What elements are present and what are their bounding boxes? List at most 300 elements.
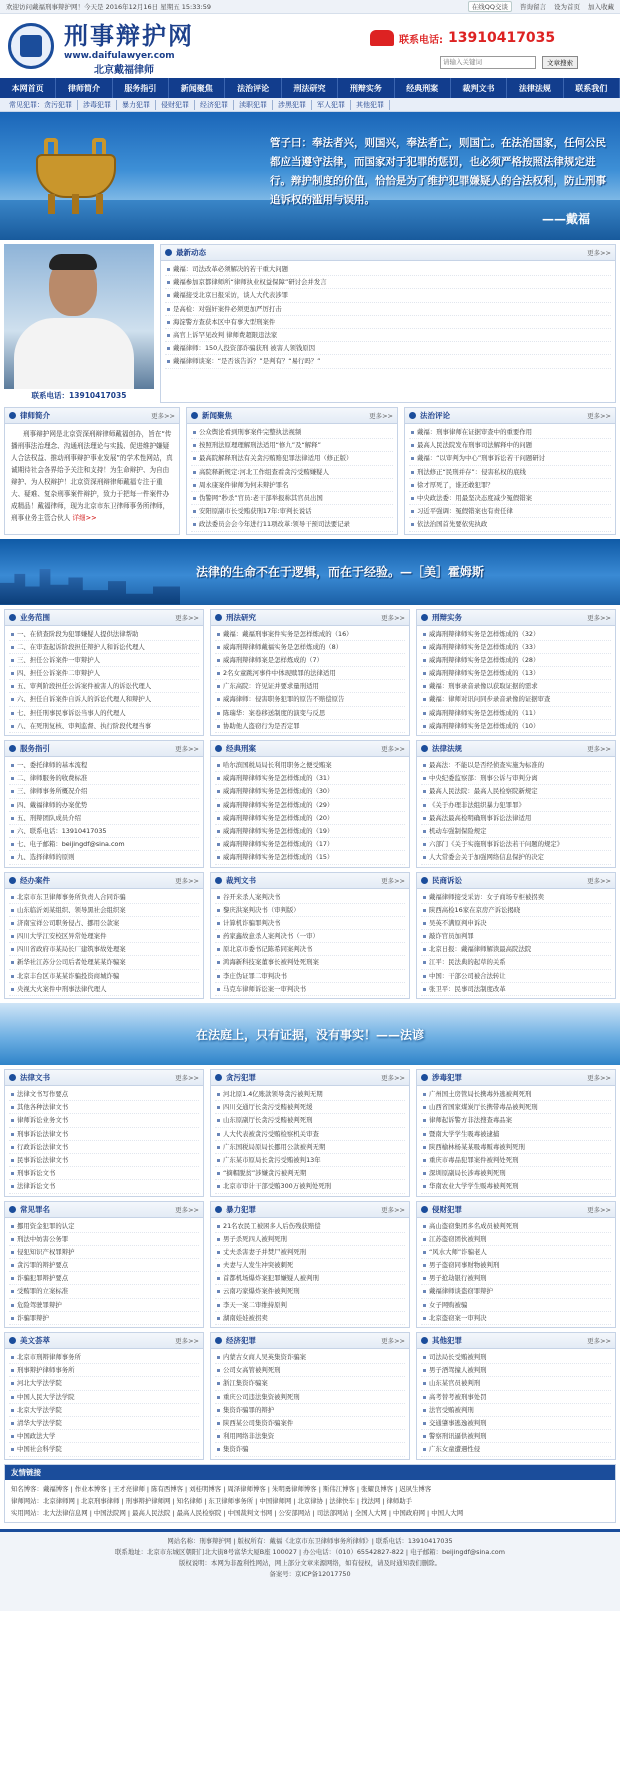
list-item[interactable]: 行政诉讼法律文书 [9, 1141, 199, 1154]
drugs-box [416, 1069, 616, 1197]
list-item[interactable]: 原北京市委书记陈希同案判决书 [215, 943, 405, 956]
more-link[interactable]: 更多>> [381, 745, 405, 753]
list-item[interactable]: 计算机诈骗罪判决书 [215, 917, 405, 930]
list-item[interactable]: 男子酒驾撞人被判刑 [421, 1364, 611, 1377]
article-list [5, 757, 203, 867]
list-item[interactable]: 药家鑫故意杀人案判决书（一审） [215, 930, 405, 943]
guide-box [4, 740, 204, 868]
box-title: 民商诉讼 [432, 875, 462, 885]
bullet-icon [409, 412, 416, 419]
list-item[interactable]: 刑事诉讼法律文书 [9, 1128, 199, 1141]
list-item[interactable]: 三、担任公诉案件一审辩护人 [9, 654, 199, 667]
list-item[interactable]: 伪警网“秒杀”官员:老干部举报称其官员出国 [191, 492, 393, 505]
list-item[interactable]: 湖南娃娃被拐卖 [215, 1312, 405, 1325]
more-link[interactable]: 更多>> [587, 613, 611, 622]
list-item[interactable]: 司法局长受贿被判刑 [421, 1351, 611, 1364]
bullet-icon [165, 249, 172, 256]
list-item[interactable]: 侵犯知识产权罪辩护 [9, 1246, 199, 1259]
more-link[interactable]: 更多>> [381, 1337, 405, 1345]
list-item[interactable]: 威海刑辩律师实务是怎样炼成的（31） [215, 772, 405, 785]
box-title: 侵财犯罪 [432, 1204, 462, 1214]
list-item[interactable]: 警察刑讯逼供被判刑 [421, 1430, 611, 1443]
list-item[interactable]: 人大代表被贪污受贿检察机关审查 [215, 1128, 405, 1141]
more-link[interactable]: 更多>> [175, 1074, 199, 1082]
list-item[interactable]: 戴福律师谈案：“是否该告诉？”是判有？“易行吗？” [165, 355, 611, 368]
list-item[interactable]: 四、担任公诉案件二审辩护人 [9, 667, 199, 680]
list-item[interactable]: 公众舆论看到刑事案件完整执法视频 [191, 426, 393, 439]
article-list [211, 626, 409, 736]
intro-detail-link[interactable]: 详细>> [72, 514, 97, 522]
list-item[interactable]: 五、审判阶段担任公诉案件被害人的诉讼代理人 [9, 680, 199, 693]
list-item[interactable]: 山东某官员被判刑 [421, 1377, 611, 1390]
list-item[interactable]: 最高法：不能以是否经侦查实施为标准的 [421, 759, 611, 772]
list-item[interactable]: 戴福律师接受采访：女子商场专柜被拐卖 [421, 891, 611, 904]
box-title: 法律法规 [432, 744, 462, 753]
list-item[interactable]: 吴英不满原判申诉决 [421, 917, 611, 930]
nav-commentary[interactable]: 法治评论 [225, 78, 281, 98]
list-item[interactable]: 北京大学法学院 [9, 1404, 199, 1417]
add-favorite-link[interactable]: 加入收藏 [588, 3, 614, 11]
list-item[interactable]: 山东原副厅长贪污受贿被判死刑 [215, 1114, 405, 1127]
top-bar [0, 0, 620, 14]
nav-home[interactable]: 本网首页 [0, 78, 56, 98]
article-list [417, 1349, 615, 1459]
more-link[interactable]: 更多>> [369, 412, 393, 420]
bullet-icon [9, 614, 16, 621]
list-item[interactable]: 威海刑辩律师案是怎样炼成的（7） [215, 654, 405, 667]
list-item[interactable]: 三、律师事务所概况介绍 [9, 785, 199, 798]
list-item[interactable]: 河北大学法学院 [9, 1377, 199, 1390]
list-item[interactable]: 戴福律师：150人投资部诈骗获刑 被害人领钱原因 [165, 342, 611, 355]
list-item[interactable]: 中国社会科学院 [9, 1443, 199, 1456]
list-item[interactable]: 马克车律师诉讼案一审判决书 [215, 983, 405, 996]
subnav-item[interactable]: 涉黑犯罪 [273, 100, 312, 110]
list-item[interactable]: 七、担任刑事民事诉讼当事人的代理人 [9, 707, 199, 720]
list-item[interactable]: 广东某市原局长贪污受贿被判13年 [215, 1154, 405, 1167]
friend-links-title: 友情链接 [5, 1465, 615, 1480]
more-link[interactable]: 更多>> [587, 249, 611, 257]
list-item[interactable]: 威海刑辩律师实务是怎样炼成的（17） [215, 838, 405, 851]
list-item[interactable]: 戴福：律师对讯问同步录音录像的证据审查 [421, 693, 611, 706]
list-item[interactable]: 首都机场爆炸案犯罪嫌疑人被判刑 [215, 1272, 405, 1285]
list-item[interactable]: 四川交通厅长贪污受贿被判死缓 [215, 1101, 405, 1114]
subnav-item[interactable]: 渎职犯罪 [234, 100, 273, 110]
list-item[interactable]: 四、戴福律师的办案优势 [9, 799, 199, 812]
list-item[interactable]: 人大常委会关于加强网络信息保护的决定 [421, 851, 611, 864]
more-link[interactable]: 更多>> [587, 876, 611, 885]
footer-line: 备案号：京ICP备12017750 [269, 1569, 351, 1578]
nav-judgments[interactable]: 裁判文书 [451, 78, 507, 98]
consult-link[interactable]: 咨询留言 [520, 3, 546, 11]
box-title: 服务指引 [20, 744, 50, 753]
box-title: 刑法研究 [226, 612, 256, 622]
nav-regulations[interactable]: 法律法规 [507, 78, 563, 98]
site-url: www.daifulawyer.com [64, 51, 175, 61]
violence-box [210, 1201, 410, 1329]
list-item[interactable]: 陈瑞华：案卷移送制度的演变与反思 [215, 707, 405, 720]
civil-box [416, 872, 616, 1000]
list-item[interactable]: 挪用资金犯罪的认定 [9, 1220, 199, 1233]
intro-text: 刑事辩护网是北京资深刑辩律师戴福创办，旨在“传播刑事法治理念、沟通刑法理论与实践、促进维护嫌疑人合法权益、推动刑事辩护事业发展”的学术性网站，真诚期待社会各界给予关注和支持！为生命辩护、为自由辩护、为人权辩护！北京资深刑辩律师戴福专注于重大、疑难、复杂刑事案件辩护，致力于把每一件案件办成精品！戴福律师，现为北京市东卫律师事务所律师，刑事业务主管合伙人 [11, 430, 173, 522]
footer-line: 联系地址：北京市东城区朝阳门北大街8号富华大厦B座 100027 | 办公电话：（010）65542827-822 | 电子邮箱：beijingdf@sina.com [115, 1547, 505, 1556]
bullet-icon [421, 1206, 428, 1213]
box-title: 法律文书 [20, 1073, 50, 1082]
list-item[interactable]: 法律诉讼文书 [9, 1180, 199, 1193]
regulations-box [416, 740, 616, 868]
nav-contact[interactable]: 联系我们 [564, 78, 620, 98]
list-item[interactable]: 依法治国首先要依宪执政 [409, 518, 611, 531]
bullet-icon [215, 745, 222, 752]
site-name: 刑事辩护网 [64, 21, 194, 50]
article-list [211, 1086, 409, 1196]
list-item[interactable]: 戴福：戴福刑事案件实务是怎样炼成的（16） [215, 628, 405, 641]
list-item[interactable]: 威海刑辩律师实务是怎样炼成的（20） [215, 812, 405, 825]
list-item[interactable]: 公司女高管被判死刑 [215, 1364, 405, 1377]
crimes-box [4, 1201, 204, 1329]
list-item[interactable]: 丈夫杀害妻子并焚尸被判死刑 [215, 1246, 405, 1259]
judgments-box [210, 872, 410, 1000]
box-title: 裁判文书 [226, 875, 256, 885]
list-item[interactable]: 四川大学江安校区异常处理案件 [9, 930, 199, 943]
news-focus-box [186, 407, 398, 535]
list-item[interactable]: 戴福律师谈盗窃罪辩护 [421, 1285, 611, 1298]
list-item[interactable]: 四川省政府市某局长厂建筑事故处理案 [9, 943, 199, 956]
list-item[interactable]: 陕西某公司集资诈骗案件 [215, 1417, 405, 1430]
article-list [405, 424, 615, 534]
more-link[interactable]: 更多>> [381, 613, 405, 622]
list-item[interactable]: 男子杀死四人被判死刑 [215, 1233, 405, 1246]
box-title: 贪污犯罪 [226, 1073, 256, 1082]
list-item[interactable]: 北京日报：戴福律师解读最高院法院 [421, 943, 611, 956]
phone-label: 联系电话: [399, 34, 443, 46]
list-item[interactable]: 刑法修正“民刑并存”：侵害私权的底线 [409, 466, 611, 479]
article-list [211, 1349, 409, 1459]
list-item[interactable]: 刑事辩护律师事务所 [9, 1364, 199, 1377]
box-title: 常见罪名 [20, 1204, 50, 1214]
list-item[interactable]: 李庄伪证罪二审判决书 [215, 970, 405, 983]
more-link[interactable]: 更多>> [175, 745, 199, 753]
list-item[interactable]: 威海刑辩律师实务是怎样炼成的（13） [421, 667, 611, 680]
bullet-icon [215, 1074, 222, 1081]
list-item[interactable]: 陕西高检16家在京房产诉讼揭晓 [421, 904, 611, 917]
list-item[interactable]: 危险驾驶罪辩护 [9, 1299, 199, 1312]
list-item[interactable]: 暨南大学学生吸毒被逮捕 [421, 1128, 611, 1141]
list-item[interactable]: 政法委员会会今年进行11项改革:领导干预司法要记录 [191, 518, 393, 531]
banner2-text: 法律的生命不在于逻辑，而在于经验。—［美］霍姆斯 [195, 565, 484, 579]
site-logo-icon[interactable] [8, 23, 54, 69]
list-item[interactable]: 中国政法大学 [9, 1430, 199, 1443]
link-line[interactable]: 实用网站：北大法律信息网 | 中国法院网 | 最高人民法院 | 最高人民检察院 | 中国裁判文书网 | 公安部网站 | 司法部网站 | 全国人大网 | 中国政府网 | 中国人大网 [11, 1508, 464, 1517]
subnav-item[interactable]: 暴力犯罪 [117, 100, 156, 110]
footer-line: 版权说明：本网为非盈利性网站，网上部分文章来源网络，如有侵权，请及时通知我们删除。 [178, 1558, 441, 1567]
list-item[interactable]: 高山盗窃集团多名成员被判死刑 [421, 1220, 611, 1233]
box-title: 法治评论 [420, 411, 450, 420]
list-item[interactable]: 男子盗窃同事财物被判刑 [421, 1259, 611, 1272]
list-item[interactable]: 重庆市毒品犯罪案件被判处死刑 [421, 1154, 611, 1167]
commentary-box [404, 407, 616, 535]
more-link[interactable]: 更多>> [175, 1337, 199, 1345]
article-list [5, 1349, 203, 1459]
list-item[interactable]: 受贿罪的立案标准 [9, 1285, 199, 1298]
list-item[interactable]: 最高法最高检明确刑事诉讼法律适用 [421, 812, 611, 825]
list-item[interactable]: 九、选择律师的原则 [9, 851, 199, 864]
list-item[interactable]: 威海刑辩律师实务是怎样炼成的（28） [421, 654, 611, 667]
list-item[interactable]: 一、在侦查阶段为犯罪嫌疑人提供法律帮助 [9, 628, 199, 641]
list-item[interactable]: 威海律师：侵害职务犯罪的原告不赔偿原告 [215, 693, 405, 706]
article-list [211, 1218, 409, 1328]
list-item[interactable]: 交通肇事逃逸被判刑 [421, 1417, 611, 1430]
more-link[interactable]: 更多>> [151, 412, 175, 420]
article-list [5, 889, 203, 999]
site-footer [0, 1529, 620, 1611]
list-item[interactable]: 威海刑辩律师实务是怎样炼成的（33） [421, 641, 611, 654]
list-item[interactable]: 山西省国家煤炭厅长携带毒品被判死刑 [421, 1101, 611, 1114]
search-input[interactable] [440, 56, 536, 69]
property-box [416, 1201, 616, 1329]
list-item[interactable]: 律师起诉警方非法搜查毒品案 [421, 1114, 611, 1127]
practice-box [416, 609, 616, 737]
list-item[interactable]: 威海刑辩律师实务是怎样炼成的（32） [421, 628, 611, 641]
bullet-icon [9, 745, 16, 752]
list-item[interactable]: 广东高院：许见证并要求量刑适用 [215, 680, 405, 693]
list-item[interactable]: 威海刑辩律师实务是怎样炼成的（10） [421, 720, 611, 733]
more-link[interactable]: 更多>> [587, 1074, 611, 1082]
set-homepage-link[interactable]: 设为首页 [554, 3, 580, 11]
list-item[interactable]: 戴福：刑事律师在证据审查中的重要作用 [409, 426, 611, 439]
list-item[interactable]: 广东国税局原局长挪用公款被判无期 [215, 1141, 405, 1154]
list-item[interactable]: 协助他人盗窃行为是否定罪 [215, 720, 405, 733]
list-item[interactable]: 广州国土房管局长携毒外逃被判死刑 [421, 1088, 611, 1101]
city-skyline-decoration [0, 569, 180, 605]
footer-line: 网站名称：刑事辩护网 | 版权所有：戴福《北京市东卫律师事务所律师》| 联系电话：13910417035 [167, 1536, 453, 1545]
banner-signature: ——戴福 [541, 212, 590, 226]
list-item[interactable]: 21名农民工被困多人后伤残获赔偿 [215, 1220, 405, 1233]
list-item[interactable]: 威海刑辩律师戴福实务是怎样炼成的（8） [215, 641, 405, 654]
list-item[interactable]: 徐才厚死了，谁还敢犯罪？ [409, 479, 611, 492]
more-link[interactable]: 更多>> [587, 1205, 611, 1214]
list-item[interactable]: 戴福参加京都律师所“律师执业权益保障”研讨会并发言 [165, 276, 611, 289]
subnav-item[interactable]: 侵财犯罪 [156, 100, 195, 110]
list-item[interactable]: 浙江集资诈骗案 [215, 1377, 405, 1390]
subnav-item[interactable]: 常见犯罪：贪污犯罪 [4, 100, 78, 110]
list-item[interactable]: 利用网络非法集资 [215, 1430, 405, 1443]
list-item[interactable]: 鸿海新科技案董事长被判处死刑案 [215, 956, 405, 969]
list-item[interactable]: 高考替考被刑事处罚 [421, 1391, 611, 1404]
list-item[interactable]: 《关于办理非法组织暴力犯罪罪》 [421, 799, 611, 812]
lawyer-contact: 联系电话：13910417035 [31, 391, 127, 400]
list-item[interactable]: 中央纪委监察部：刑事公诉与审判分离 [421, 772, 611, 785]
list-item[interactable]: 中央政法委：用最坚决态度减少冤假错案 [409, 492, 611, 505]
list-item[interactable]: 高院释新规定:河北工作组查看贪污受贿嫌疑人 [191, 466, 393, 479]
list-item[interactable]: 律师诉讼业务文书 [9, 1114, 199, 1127]
list-item[interactable]: 北京丰台区市某某诈骗投资商城诈骗 [9, 970, 199, 983]
list-item[interactable]: 机动车强制保险规定 [421, 825, 611, 838]
list-item[interactable]: 华南农业大学学生贩毒被判死刑 [421, 1180, 611, 1193]
list-item[interactable]: 威海刑辩律师实务是怎样炼成的（15） [215, 851, 405, 864]
subnav-item[interactable]: 涉毒犯罪 [78, 100, 117, 110]
list-item[interactable]: 刑法中妨害公务罪 [9, 1233, 199, 1246]
list-item[interactable]: 张卫平：民事司法制度改革 [421, 983, 611, 996]
list-item[interactable]: 民事诉讼法律文书 [9, 1154, 199, 1167]
list-item[interactable]: 威海刑辩律师实务是怎样炼成的（11） [421, 707, 611, 720]
list-item[interactable]: 北京市审计干部受贿300万被判处死刑 [215, 1180, 405, 1193]
nav-practice[interactable]: 刑辩实务 [338, 78, 394, 98]
list-item[interactable]: 诈骗罪辩护 [9, 1312, 199, 1325]
list-item[interactable]: 江平：民法典的起草的关系 [421, 956, 611, 969]
other-box [416, 1332, 616, 1460]
list-item[interactable]: 新华社江苏分公司后者处理某某诈骗案 [9, 956, 199, 969]
box-title: 涉毒犯罪 [432, 1073, 462, 1082]
list-item[interactable]: 六、联系电话：13910417035 [9, 825, 199, 838]
list-item[interactable]: 谷开来杀人案判决书 [215, 891, 405, 904]
list-item[interactable]: 深圳原副局长涉毒被判死刑 [421, 1167, 611, 1180]
quote-banner [0, 539, 620, 605]
box-title: 业务范围 [20, 612, 50, 622]
list-item[interactable]: 安阳原副市长受贿获刑17年:审判长说话 [191, 505, 393, 518]
article-list [417, 757, 615, 867]
list-item[interactable]: 威海刑辩律师实务是怎样炼成的（30） [215, 785, 405, 798]
box-title: 其他犯罪 [432, 1336, 462, 1345]
list-item[interactable]: 江苏盗窃团伙被判刑 [421, 1233, 611, 1246]
more-link[interactable]: 更多>> [175, 876, 199, 885]
box-title: 最新动态 [176, 248, 206, 257]
list-item[interactable]: 按照刑法原理理解刑法适用“修九”及“解释” [191, 439, 393, 452]
nav-service-guide[interactable]: 服务指引 [113, 78, 169, 98]
list-item[interactable]: 二、在审查起诉阶段担任辩护人和诉讼代理人 [9, 641, 199, 654]
link-line[interactable]: 律师网站：北京律师网 | 北京刑事律师 | 刑事辩护律师网 | 知名律师 | 东卫律师事务所 | 中国律师网 | 北京律协 | 法律快车 | 找法网 | 律师助手 [11, 1496, 413, 1505]
more-link[interactable]: 更多>> [175, 613, 199, 622]
list-item[interactable]: 北京市刑辩律师事务所 [9, 1351, 199, 1364]
list-item[interactable]: 诈骗犯罪辩护要点 [9, 1272, 199, 1285]
news-box [160, 244, 616, 403]
bullet-icon [9, 877, 16, 884]
article-list [5, 1218, 203, 1328]
list-item[interactable]: 北京盗窃案一审判决 [421, 1312, 611, 1325]
bullet-icon [421, 1074, 428, 1081]
list-item[interactable]: 威海刑辩律师实务是怎样炼成的（29） [215, 799, 405, 812]
list-item[interactable]: 高官上诉罕见改判 律师费超限违法家 [165, 329, 611, 342]
more-link[interactable]: 更多>> [381, 1074, 405, 1082]
list-item[interactable]: 习近平强调：冤假错案也有责任律 [409, 505, 611, 518]
list-item[interactable]: 法律文书写作要点 [9, 1088, 199, 1101]
list-item[interactable]: 威海刑辩律师实务是怎样炼成的（19） [215, 825, 405, 838]
list-item[interactable]: 央视大火案件中刑事法律代理人 [9, 983, 199, 996]
search-button[interactable]: 文章搜索 [542, 56, 578, 69]
list-item[interactable]: 八、在死刑复核、审判监督、执行阶段代理当事 [9, 720, 199, 733]
list-item[interactable]: 中国：干部公司被合法转让 [421, 970, 611, 983]
bronze-cauldron-icon [26, 132, 126, 217]
list-item[interactable]: 最高院解释刑法有关贪污贿赂犯罪法律适用（修正版） [191, 452, 393, 465]
nav-news[interactable]: 新闻聚焦 [169, 78, 225, 98]
more-link[interactable]: 更多>> [381, 876, 405, 885]
list-item[interactable]: 敲诈官员加判罪 [421, 930, 611, 943]
bullet-icon [191, 412, 198, 419]
list-item[interactable]: 河北原1.4亿账款领导贪污被判无期 [215, 1088, 405, 1101]
nav-classic-cases[interactable]: 经典刑案 [395, 78, 451, 98]
bullet-icon [9, 412, 16, 419]
list-item[interactable]: 重庆公司违法集资被判死刑 [215, 1391, 405, 1404]
more-link[interactable]: 更多>> [175, 1205, 199, 1214]
subnav-item[interactable]: 军人犯罪 [312, 100, 351, 110]
list-item[interactable]: 戴福：刑事录音录像以获取证据的需求 [421, 680, 611, 693]
box-title: 经济犯罪 [226, 1336, 256, 1345]
article-list [211, 757, 409, 867]
article-list [5, 626, 203, 736]
site-subtitle: 北京戴福律师 [94, 65, 154, 76]
list-item[interactable]: 李天一案二审维持原判 [215, 1299, 405, 1312]
list-item[interactable]: 云南巧家爆炸案件被判死刑 [215, 1285, 405, 1298]
list-item[interactable]: 法官受贿被判刑 [421, 1404, 611, 1417]
list-item[interactable]: 贪污罪的辩护要点 [9, 1259, 199, 1272]
list-item[interactable]: 山东临沂刘某组织、领导黑社会组织案 [9, 904, 199, 917]
list-item[interactable]: 二、律师服务的收费标准 [9, 772, 199, 785]
list-item[interactable]: 周永康案件律师为何未辩护罪名 [191, 479, 393, 492]
list-item[interactable]: 清华大学法学院 [9, 1417, 199, 1430]
bullet-icon [215, 614, 222, 621]
list-item[interactable]: 戴福：“以审判为中心”刑事诉讼若干问题研讨 [409, 452, 611, 465]
list-item[interactable]: 戴福接受北京日报采访，谈人大代表涉罪 [165, 289, 611, 302]
list-item[interactable]: 北京市东卫律师事务所负责人合同诈骗 [9, 891, 199, 904]
phone-icon [370, 30, 394, 46]
list-item[interactable]: 五、刑辩团队成员介绍 [9, 812, 199, 825]
list-item[interactable]: 黎庆洪案判决书（审判版） [215, 904, 405, 917]
list-item[interactable]: 中国人民大学法学院 [9, 1391, 199, 1404]
qq-chat-button[interactable]: 在线QQ交谈 [468, 1, 512, 12]
list-item[interactable]: 夫妻与人发生冲突被刺死 [215, 1259, 405, 1272]
list-item[interactable]: 广东女童遭遇性侵 [421, 1443, 611, 1456]
more-link[interactable]: 更多>> [587, 1337, 611, 1345]
list-item[interactable]: 海淀警方查获本区中有事大型刑案件 [165, 316, 611, 329]
list-item[interactable]: 2名女童跳河事件中体现赎罪的法律适用 [215, 667, 405, 680]
box-title: 美文荟萃 [20, 1336, 50, 1345]
more-link[interactable]: 更多>> [381, 1205, 405, 1214]
list-item[interactable]: 最高人民法院：最高人民检察院新规定 [421, 785, 611, 798]
list-item[interactable]: 其他各种法律文书 [9, 1101, 199, 1114]
article-list [417, 626, 615, 736]
subnav-item[interactable]: 其他犯罪 [351, 100, 390, 110]
main-nav [0, 78, 620, 98]
list-item[interactable]: 刑事诉讼文书 [9, 1167, 199, 1180]
list-item[interactable]: 集资诈骗 [215, 1443, 405, 1456]
article-list [187, 424, 397, 534]
nav-lawyer-intro[interactable]: 律师简介 [56, 78, 112, 98]
list-item[interactable]: “风水大师”诈骗老人 [421, 1246, 611, 1259]
list-item[interactable]: 六、担任自诉案件自诉人的诉讼代理人和辩护人 [9, 693, 199, 706]
list-item[interactable]: 是高检：对强奸案件必须更加严厉打击 [165, 303, 611, 316]
list-item[interactable]: 七、电子邮箱：beijingdf@sina.com [9, 838, 199, 851]
bullet-icon [421, 614, 428, 621]
article-list [417, 1086, 615, 1196]
subnav-item[interactable]: 经济犯罪 [195, 100, 234, 110]
list-item[interactable]: 济南宝祥公司职务侵占、挪用公款案 [9, 917, 199, 930]
more-link[interactable]: 更多>> [587, 745, 611, 753]
list-item[interactable]: “摘帽脱贫”涉嫌贪污被判无期 [215, 1167, 405, 1180]
more-link[interactable]: 更多>> [587, 412, 611, 420]
list-item[interactable]: 哈尔滨国税局局长利用职务之便受贿案 [215, 759, 405, 772]
nav-research[interactable]: 刑法研究 [282, 78, 338, 98]
link-line[interactable]: 知名博客：戴福博客 | 作业本博客 | 王才亮律师 | 陈有西博客 | 刘桂明博客 | 周泽律师博客 | 朱明勇律师博客 | 斯伟江博客 | 张耀良博客 | 迟夙生博客 [11, 1484, 432, 1493]
list-item[interactable]: 女子网购被骗 [421, 1299, 611, 1312]
list-item[interactable]: 戴福：司法改革必须解决的若干重大问题 [165, 263, 611, 276]
list-item[interactable]: 一、委托律师的基本流程 [9, 759, 199, 772]
list-item[interactable]: 最高人民法院发布刑事司法解释中的问题 [409, 439, 611, 452]
list-item[interactable]: 男子抢劫银行被判刑 [421, 1272, 611, 1285]
list-item[interactable]: 内蒙古女商人吴英集资诈骗案 [215, 1351, 405, 1364]
list-item[interactable]: 集资诈骗罪的辩护 [215, 1404, 405, 1417]
list-item[interactable]: 陕西榆林杨某某吸毒贩毒被判死刑 [421, 1141, 611, 1154]
box-title: 刑辩实务 [432, 612, 462, 622]
list-item[interactable]: 六部门《关于实施刑事诉讼法若干问题的规定》 [421, 838, 611, 851]
